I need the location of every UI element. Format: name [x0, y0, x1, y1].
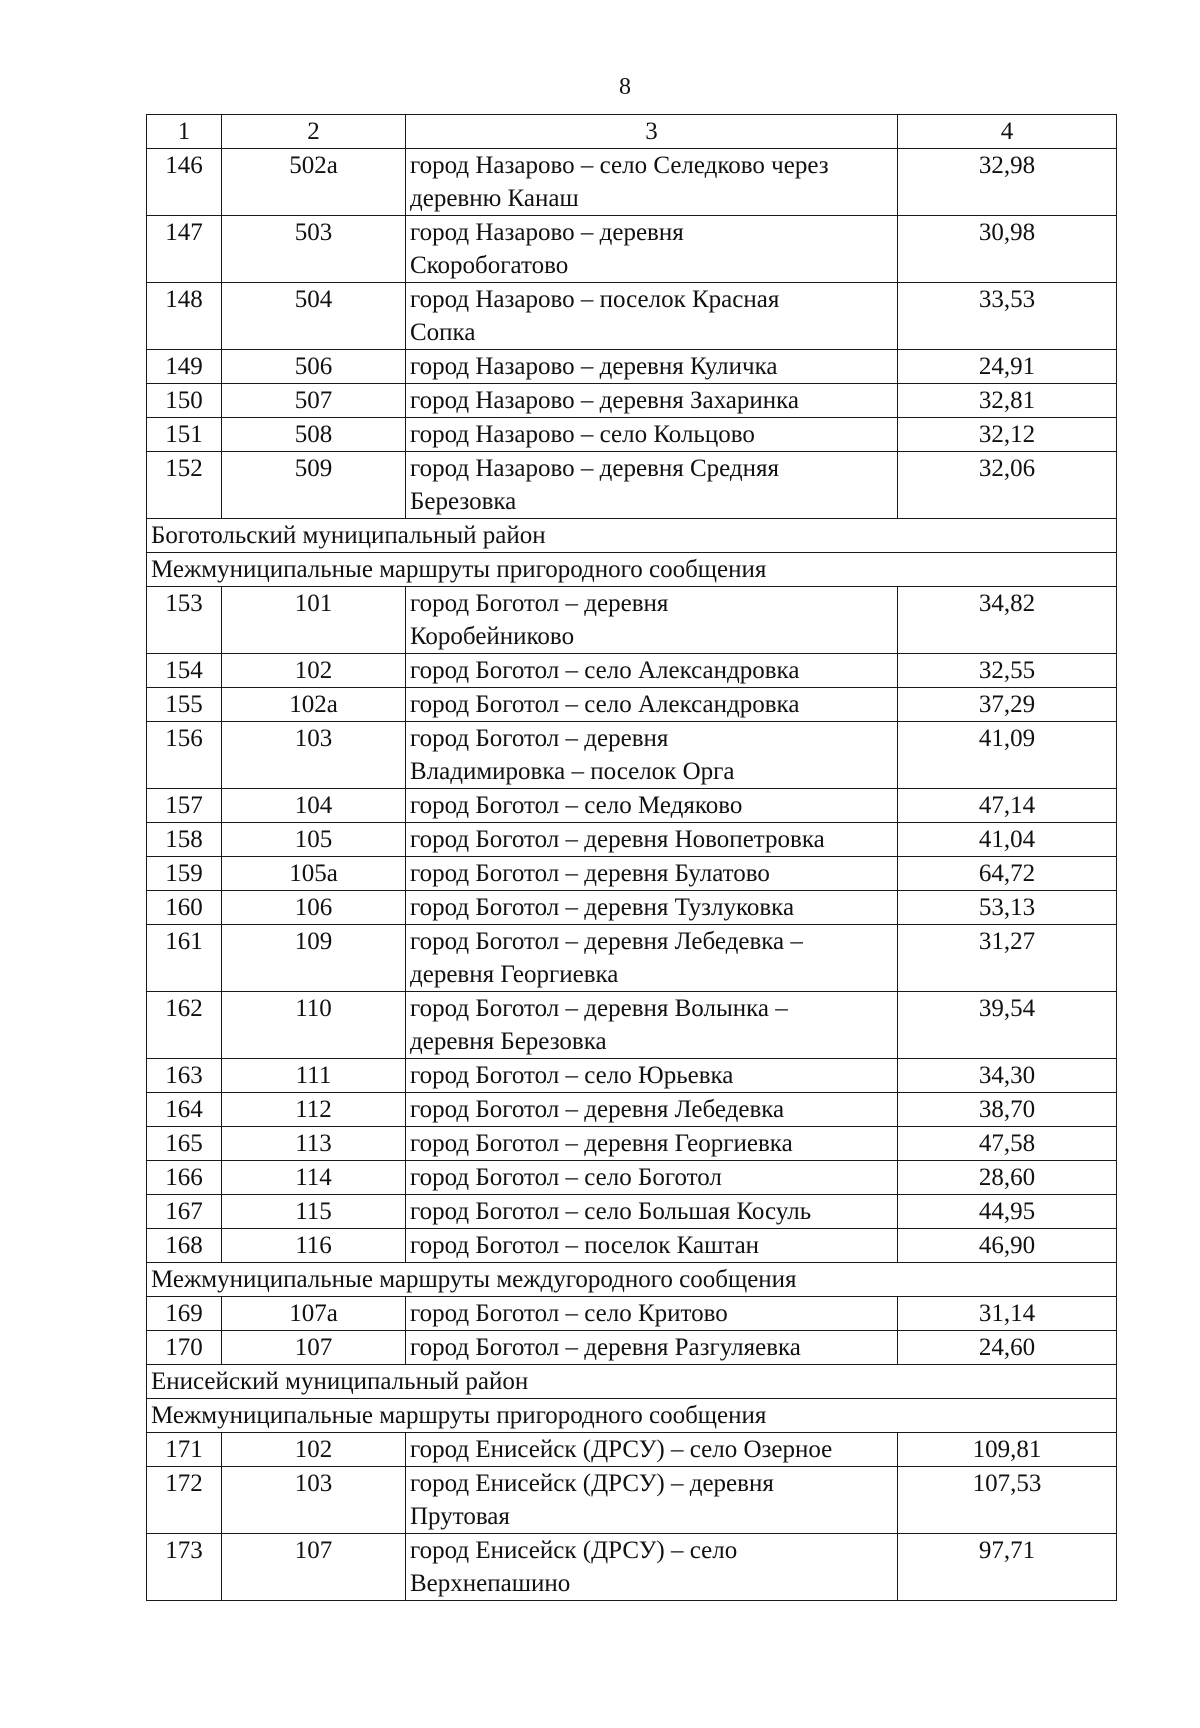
route-number-cell: 107а: [222, 1297, 406, 1331]
route-number-cell: 508: [222, 418, 406, 452]
row-number-cell: 146: [147, 149, 222, 216]
table-row: [147, 149, 1117, 216]
row-number-cell: 170: [147, 1331, 222, 1365]
table-row: [147, 1331, 1117, 1365]
route-number-cell: 103: [222, 722, 406, 789]
row-number-cell: 155: [147, 688, 222, 722]
row-number-cell: 162: [147, 992, 222, 1059]
table-row: [147, 1229, 1117, 1263]
row-number-cell: 167: [147, 1195, 222, 1229]
distance-cell: 64,72: [898, 857, 1117, 891]
row-number-cell: 163: [147, 1059, 222, 1093]
route-number-cell: 102: [222, 654, 406, 688]
distance-cell: 32,98: [898, 149, 1117, 216]
route-number-cell: 110: [222, 992, 406, 1059]
table-row: [147, 283, 1117, 350]
distance-cell: 47,58: [898, 1127, 1117, 1161]
row-number-cell: 150: [147, 384, 222, 418]
distance-cell: 32,81: [898, 384, 1117, 418]
row-number-cell: 165: [147, 1127, 222, 1161]
route-name-cell: город Боготол – село Александровка: [406, 688, 898, 722]
route-number-cell: 105: [222, 823, 406, 857]
route-number-cell: 102: [222, 1433, 406, 1467]
distance-cell: 24,91: [898, 350, 1117, 384]
row-number-cell: 160: [147, 891, 222, 925]
route-name-cell: город Назарово – село Кольцово: [406, 418, 898, 452]
distance-cell: 53,13: [898, 891, 1117, 925]
header-cell-3: 3: [406, 115, 898, 149]
section-row: [147, 519, 1117, 553]
route-number-cell: 116: [222, 1229, 406, 1263]
route-name-cell: город Боготол – деревня Булатово: [406, 857, 898, 891]
row-number-cell: 168: [147, 1229, 222, 1263]
route-number-cell: 107: [222, 1534, 406, 1601]
row-number-cell: 173: [147, 1534, 222, 1601]
row-number-cell: 169: [147, 1297, 222, 1331]
row-number-cell: 156: [147, 722, 222, 789]
table-row: [147, 1195, 1117, 1229]
page-number: 8: [619, 74, 631, 100]
distance-cell: 34,82: [898, 587, 1117, 654]
route-name-cell: город Назарово – деревня Скоробогатово: [406, 216, 898, 283]
route-number-cell: 114: [222, 1161, 406, 1195]
header-cell-4: 4: [898, 115, 1117, 149]
row-number-cell: 152: [147, 452, 222, 519]
route-name-cell: город Боготол – деревня Лебедевка: [406, 1093, 898, 1127]
distance-cell: 34,30: [898, 1059, 1117, 1093]
route-number-cell: 504: [222, 283, 406, 350]
distance-cell: 41,04: [898, 823, 1117, 857]
route-name-cell: город Енисейск (ДРСУ) – село Озерное: [406, 1433, 898, 1467]
route-name-cell: город Боготол – деревня Лебедевка – деревня Георгиевка: [406, 925, 898, 992]
distance-cell: 46,90: [898, 1229, 1117, 1263]
section-row: [147, 1399, 1117, 1433]
route-number-cell: 103: [222, 1467, 406, 1534]
route-name-cell: город Назарово – деревня Средняя Березовка: [406, 452, 898, 519]
route-number-cell: 102а: [222, 688, 406, 722]
route-number-cell: 104: [222, 789, 406, 823]
distance-cell: 31,27: [898, 925, 1117, 992]
distance-cell: 32,12: [898, 418, 1117, 452]
row-number-cell: 148: [147, 283, 222, 350]
route-number-cell: 105а: [222, 857, 406, 891]
row-number-cell: 158: [147, 823, 222, 857]
route-name-cell: город Назарово – деревня Куличка: [406, 350, 898, 384]
table-row: [147, 992, 1117, 1059]
route-name-cell: город Енисейск (ДРСУ) – деревня Прутовая: [406, 1467, 898, 1534]
distance-cell: 38,70: [898, 1093, 1117, 1127]
table-row: [147, 789, 1117, 823]
row-number-cell: 166: [147, 1161, 222, 1195]
table-row: [147, 1467, 1117, 1534]
table-row: [147, 216, 1117, 283]
row-number-cell: 164: [147, 1093, 222, 1127]
distance-cell: 28,60: [898, 1161, 1117, 1195]
row-number-cell: 154: [147, 654, 222, 688]
distance-cell: 37,29: [898, 688, 1117, 722]
route-number-cell: 506: [222, 350, 406, 384]
table-row: [147, 1161, 1117, 1195]
section-row: [147, 1263, 1117, 1297]
table-row: [147, 1127, 1117, 1161]
table-row: [147, 452, 1117, 519]
table-row: [147, 925, 1117, 992]
route-number-cell: 109: [222, 925, 406, 992]
route-name-cell: город Боготол – поселок Каштан: [406, 1229, 898, 1263]
distance-cell: 107,53: [898, 1467, 1117, 1534]
route-number-cell: 509: [222, 452, 406, 519]
section-row: [147, 553, 1117, 587]
row-number-cell: 159: [147, 857, 222, 891]
route-name-cell: город Боготол – село Большая Косуль: [406, 1195, 898, 1229]
section-heading: Боготольский муниципальный район: [147, 519, 1117, 553]
route-name-cell: город Боготол – деревня Разгуляевка: [406, 1331, 898, 1365]
route-name-cell: город Боготол – село Медяково: [406, 789, 898, 823]
route-name-cell: город Боготол – деревня Георгиевка: [406, 1127, 898, 1161]
distance-cell: 32,06: [898, 452, 1117, 519]
distance-cell: 33,53: [898, 283, 1117, 350]
route-name-cell: город Назарово – поселок Красная Сопка: [406, 283, 898, 350]
route-number-cell: 111: [222, 1059, 406, 1093]
row-number-cell: 171: [147, 1433, 222, 1467]
section-heading: Енисейский муниципальный район: [147, 1365, 1117, 1399]
row-number-cell: 149: [147, 350, 222, 384]
row-number-cell: 153: [147, 587, 222, 654]
route-name-cell: город Назарово – село Селедково через деревню Канаш: [406, 149, 898, 216]
route-name-cell: город Боготол – село Александровка: [406, 654, 898, 688]
distance-cell: 32,55: [898, 654, 1117, 688]
route-number-cell: 112: [222, 1093, 406, 1127]
routes-table: [146, 114, 1117, 1601]
table-row: [147, 722, 1117, 789]
distance-cell: 44,95: [898, 1195, 1117, 1229]
route-name-cell: город Боготол – село Юрьевка: [406, 1059, 898, 1093]
table-row: [147, 1433, 1117, 1467]
route-name-cell: город Боготол – деревня Тузлуковка: [406, 891, 898, 925]
distance-cell: 47,14: [898, 789, 1117, 823]
section-heading: Межмуниципальные маршруты пригородного сообщения: [147, 553, 1117, 587]
table-row: [147, 891, 1117, 925]
table-row: [147, 587, 1117, 654]
header-cell-2: 2: [222, 115, 406, 149]
route-name-cell: город Боготол – деревня Волынка – деревня Березовка: [406, 992, 898, 1059]
row-number-cell: 161: [147, 925, 222, 992]
row-number-cell: 147: [147, 216, 222, 283]
distance-cell: 41,09: [898, 722, 1117, 789]
table-row: [147, 688, 1117, 722]
route-number-cell: 115: [222, 1195, 406, 1229]
table-row: [147, 1297, 1117, 1331]
routes-table-body: [147, 115, 1117, 1601]
route-name-cell: город Боготол – деревня Новопетровка: [406, 823, 898, 857]
table-header-row: [147, 115, 1117, 149]
route-name-cell: город Назарово – деревня Захаринка: [406, 384, 898, 418]
table-row: [147, 654, 1117, 688]
table-row: [147, 823, 1117, 857]
distance-cell: 39,54: [898, 992, 1117, 1059]
row-number-cell: 151: [147, 418, 222, 452]
route-number-cell: 503: [222, 216, 406, 283]
distance-cell: 109,81: [898, 1433, 1117, 1467]
route-name-cell: город Боготол – деревня Коробейниково: [406, 587, 898, 654]
route-number-cell: 106: [222, 891, 406, 925]
distance-cell: 97,71: [898, 1534, 1117, 1601]
route-name-cell: город Боготол – село Боготол: [406, 1161, 898, 1195]
distance-cell: 30,98: [898, 216, 1117, 283]
table-row: [147, 1534, 1117, 1601]
distance-cell: 24,60: [898, 1331, 1117, 1365]
route-number-cell: 101: [222, 587, 406, 654]
section-heading: Межмуниципальные маршруты междугородного сообщения: [147, 1263, 1117, 1297]
route-number-cell: 113: [222, 1127, 406, 1161]
table-row: [147, 857, 1117, 891]
table-row: [147, 1059, 1117, 1093]
header-cell-1: 1: [147, 115, 222, 149]
table-row: [147, 418, 1117, 452]
table-row: [147, 350, 1117, 384]
table-row: [147, 384, 1117, 418]
section-row: [147, 1365, 1117, 1399]
table-row: [147, 1093, 1117, 1127]
section-heading: Межмуниципальные маршруты пригородного сообщения: [147, 1399, 1117, 1433]
row-number-cell: 172: [147, 1467, 222, 1534]
route-number-cell: 507: [222, 384, 406, 418]
row-number-cell: 157: [147, 789, 222, 823]
distance-cell: 31,14: [898, 1297, 1117, 1331]
route-name-cell: город Боготол – село Критово: [406, 1297, 898, 1331]
route-number-cell: 502а: [222, 149, 406, 216]
route-name-cell: город Боготол – деревня Владимировка – поселок Орга: [406, 722, 898, 789]
route-name-cell: город Енисейск (ДРСУ) – село Верхнепашино: [406, 1534, 898, 1601]
route-number-cell: 107: [222, 1331, 406, 1365]
